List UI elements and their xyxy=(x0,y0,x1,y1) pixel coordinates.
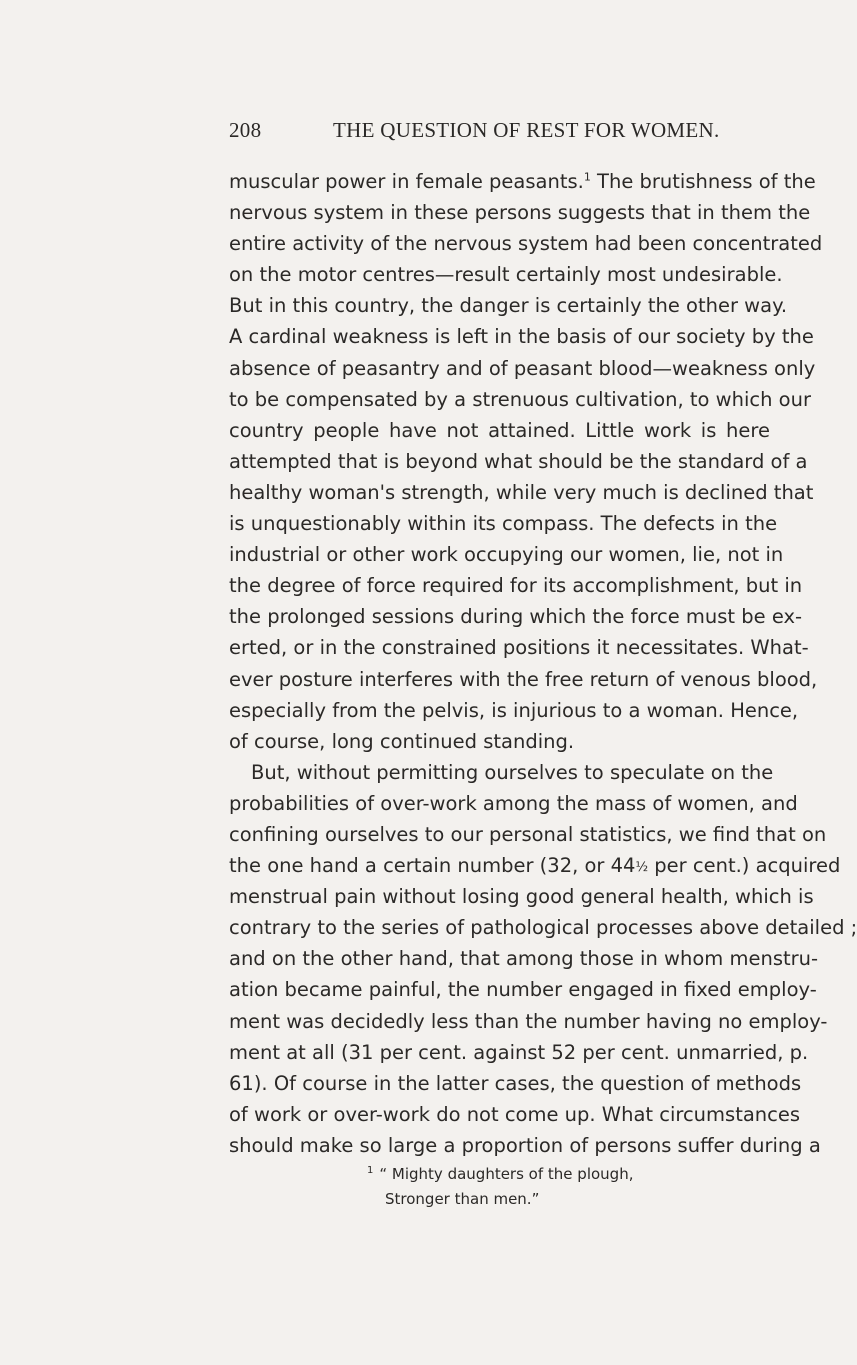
text-line: is unquestionably within its compass. The defects in the xyxy=(229,512,778,536)
footnote xyxy=(367,1162,633,1212)
text-line: erted, or in the constrained positions it necessitates. What- xyxy=(229,636,809,660)
text-line: muscular power in female peasants.$^1$ The brutishness of the xyxy=(229,170,816,193)
text-line: contrary to the series of pathological processes above detailed ; xyxy=(229,916,857,940)
text-line: industrial or other work occupying our women, lie, not in xyxy=(229,543,784,567)
text-line: absence of peasantry and of peasant blood—weakness only xyxy=(229,356,816,380)
text-line: entire activity of the nervous system had been concentrated xyxy=(229,232,823,256)
text-line: should make so large a proportion of persons suffer during a xyxy=(229,1133,821,1157)
footnote-line: “ Mighty daughters of the plough, xyxy=(379,1165,634,1183)
text-line: confining ourselves to our personal statistics, we find that on xyxy=(229,822,827,846)
text-line: of course, long continued standing. xyxy=(229,729,575,753)
text-line: country people have not attained. Little work is here xyxy=(229,418,770,442)
text-line: menstrual pain without losing good general health, which is xyxy=(229,885,814,909)
text-line: especially from the pelvis, is injurious to a woman. Hence, xyxy=(229,698,799,722)
text-line: ation became painful, the number engaged in fixed employ- xyxy=(229,978,817,1002)
text-line: probabilities of over-work among the mass of women, and xyxy=(229,791,798,815)
running-title: THE QUESTION OF REST FOR WOMEN. xyxy=(333,118,720,142)
text-line: on the motor centres—result certainly most undesirable. xyxy=(229,263,783,287)
text-line: But, without permitting ourselves to speculate on the xyxy=(251,760,774,784)
text-line: healthy woman's strength, while very much is declined that xyxy=(229,480,814,504)
footnote-reference: 1 xyxy=(583,170,591,184)
text-line: of work or over-work do not come up. What circumstances xyxy=(229,1102,801,1126)
fraction: ½ xyxy=(635,860,649,876)
page-number: 208 xyxy=(229,118,262,142)
footnote-mark: 1 xyxy=(367,1165,374,1176)
text-line: and on the other hand, that among those in whom menstru- xyxy=(229,947,819,971)
text-line: ment was decidedly less than the number having no employ- xyxy=(229,1009,828,1033)
text-line: ment at all (31 per cent. against 52 per cent. unmarried, p. xyxy=(229,1040,809,1064)
footnote-line: Stronger than men.” xyxy=(385,1190,540,1208)
text-line: to be compensated by a strenuous cultivation, to which our xyxy=(229,387,811,411)
text-line: the prolonged sessions during which the force must be ex- xyxy=(229,605,803,629)
text-line: attempted that is beyond what should be the standard of a xyxy=(229,449,808,473)
text-line: ever posture interferes with the free return of venous blood, xyxy=(229,667,818,691)
text-line: A cardinal weakness is left in the basis of our society by the xyxy=(229,325,814,349)
text-line: the one hand a certain number (32, or 44½ per cent.) acquired xyxy=(229,854,841,878)
text-line: the degree of force required for its accomplishment, but in xyxy=(229,574,803,598)
text-line: 61). Of course in the latter cases, the question of methods xyxy=(229,1071,802,1095)
body-text xyxy=(229,166,857,1161)
text-line: nervous system in these persons suggests that in them the xyxy=(229,201,811,225)
text-line: But in this country, the danger is certainly the other way. xyxy=(229,294,788,318)
